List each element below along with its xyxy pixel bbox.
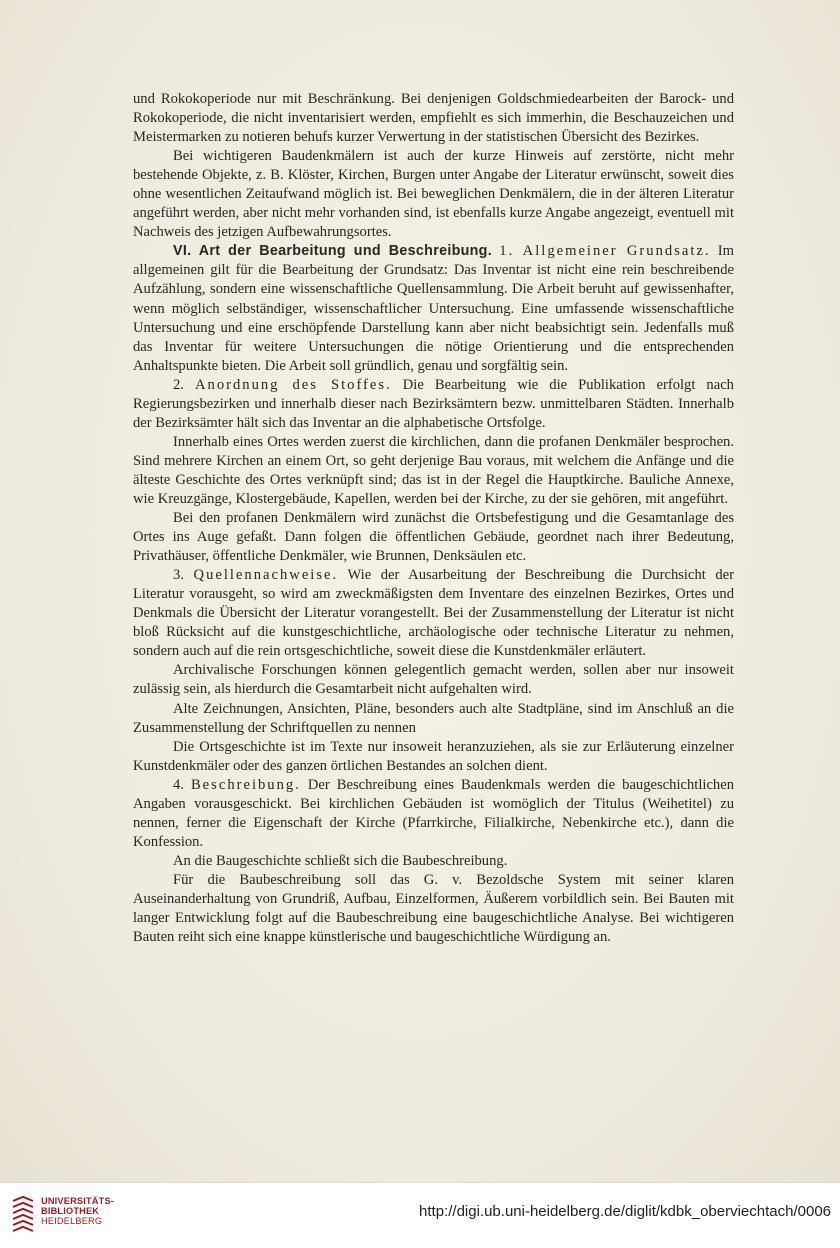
section-vi-intro (133, 242, 734, 375)
page-text-body (133, 90, 734, 947)
library-logo[interactable] (10, 1195, 120, 1237)
subsection-4-paragraph-2: An die Baugeschichte schließt sich die Baubeschreibung. (173, 852, 508, 869)
subsection-2-number: 2. (173, 376, 184, 393)
paragraph-2: Bei wichtigeren Baudenkmälern ist auch der kurze Hinweis auf zerstörte, nicht mehr bestehende Objekte, z. B. Klöster, Kirchen, Burgen unter Angabe der Literatur erwünscht, soweit dies ohne wesentlichen Zeitaufwand möglich ist. Bei beweglichen Denkmälern, die in der älteren Literatur angeführt werden, aber nicht mehr vorhanden sind, ist ebenfalls kurze Angabe angezeigt, eventuell mit Nachweis des jetzigen Aufbewahrungsortes. (133, 148, 734, 241)
subsection-2-label: Anordnung des Stoffes. (194, 376, 392, 393)
subsection-4-label: Beschreibung. (190, 776, 301, 793)
subsection-4-paragraph (133, 776, 734, 852)
subsection-3-text: Wie der Ausarbeitung der Beschreibung die Durchsicht der Literatur vorausgeht, so wird am zweckmäßigsten dem Inventare des einzelnen Bezirkes, Ortes und Denkmals die Übersicht der Literatur vorangestellt. Bei der Zusammenstellung der Literatur ist nicht bloß Rücksicht auf die kunstgeschichtliche, archäologische oder technische Literatur zu nehmen, sondern auch auf die rein ortsgeschichtliche, soweit diese die Kunstdenkmäler erläutert. (133, 567, 734, 660)
section-heading: VI. Art der Bearbeitung und Beschreibung. (173, 243, 492, 260)
viewer-footer (0, 1182, 840, 1248)
permalink-url[interactable]: http://digi.ub.uni-heidelberg.de/diglit/kdbk_oberviechtach/0006 (419, 1203, 831, 1220)
logo-line-2: BIBLIOTHEK (41, 1206, 100, 1216)
subsection-2-text: Die Bearbeitung wie die Publikation erfolgt nach Regierungsbezirken und innerhalb dieser nach Bezirksämtern bezw. unmittelbaren Städten. Innerhalb der Bezirksämter hält sich das Inventar an die alphabetische Ortsfolge. (133, 376, 734, 431)
paragraph-1: und Rokokoperiode nur mit Beschränkung. Bei denjenigen Goldschmiedearbeiten der Barock- und Rokokoperiode, die nicht inventarisiert werden, empfiehlt es sich immerhin, die Beschauzeichen und Meistermarken zu notieren behufs kurzer Verwertung in der statistischen Übersicht des Bezirkes. (133, 91, 734, 146)
subsection-3-label: Quellennachweise. (193, 567, 339, 584)
subsection-3-paragraph-4: Die Ortsgeschichte ist im Texte nur insoweit heranzuziehen, als sie zur Erläuterung einzelner Kunstdenkmäler oder des ganzen örtlichen Bestandes an solchen dient. (133, 738, 734, 774)
subsection-2-paragraph (133, 376, 734, 433)
subsection-1-label: 1. Allgemeiner Grundsatz. (499, 243, 711, 260)
subsection-1-text: Im allgemeinen gilt für die Bearbeitung der Grundsatz: Das Inventar ist nicht eine rein beschreibende Aufzählung, sondern eine wissenschaftliche Quellensammlung. Die Arbeit beruht auf gewissenhafter, wenn möglich selbständiger, wissenschaftlicher Untersuchung. Eine umfassende wissenschaftliche Untersuchung und eine erschöpfende Darstellung kann aber nicht beabsichtigt sein. Jedenfalls muß das Inventar für weitere Untersuchungen die nötige Orientierung und die entsprechenden Anhaltspunkte bieten. Die Arbeit soll gründlich, genau und sorgfältig sein. (133, 243, 734, 374)
subsection-3-paragraph-3: Alte Zeichnungen, Ansichten, Pläne, besonders auch alte Stadtpläne, sind im Anschluß an die Zusammenstellung der Schriftquellen zu nennen (133, 700, 734, 736)
subsection-4-number: 4. (173, 776, 184, 793)
subsection-2-paragraph-3: Bei den profanen Denkmälern wird zunächst die Ortsbefestigung und die Gesamtanlage des Ortes ins Auge gefaßt. Dann folgen die öffentlichen Gebäude, geordnet nach ihrer Bedeutung, Privathäuser, öffentliche Denkmäler, wie Brunnen, Denksäulen etc. (133, 510, 734, 565)
subsection-4-paragraph-3: Für die Baubeschreibung soll das G. v. Bezoldsche System mit seiner klaren Auseinanderhaltung von Grundriß, Aufbau, Einzelformen, Äußerem vorbildlich sein. Bei Bauten mit langer Entwicklung folgt auf die Baubeschreibung eine baugeschichtliche Analyse. Bei wichtigeren Bauten reiht sich eine knappe künstlerische und baugeschichtliche Würdigung an. (133, 871, 734, 946)
subsection-3-number: 3. (173, 567, 184, 584)
subsection-2-paragraph-2: Innerhalb eines Ortes werden zuerst die kirchlichen, dann die profanen Denkmäler besprochen. Sind mehrere Kirchen an einem Ort, so geht derjenige Bau voraus, mit welchem die Anfänge und die älteste Geschichte des Ortes verknüpft sind; das ist in der Regel die Hauptkirche. Bauliche Annexe, wie Kreuzgänge, Klostergebäude, Kapellen, werden bei der Kirche, zu der sie gehören, mit angeführt. (133, 433, 734, 507)
subsection-3-paragraph-2: Archivalische Forschungen können gelegentlich gemacht werden, sollen aber nur insoweit zulässig sein, als hierdurch die Gesamtarbeit nicht aufgehalten wird. (133, 662, 734, 698)
subsection-3-paragraph (133, 566, 734, 661)
library-emblem-icon (10, 1196, 36, 1234)
logo-line-3: HEIDELBERG (41, 1216, 103, 1226)
subsection-4-text: Der Beschreibung eines Baudenkmals werden die baugeschichtlichen Angaben vorausgeschickt. Bei kirchlichen Gebäuden ist womöglich der Titulus (Weihetitel) zu nennen, ferner die Eigenschaft der Kirche (Pfarrkirche, Filialkirche, Nebenkirche etc.), dann die Konfession. (133, 776, 734, 850)
logo-line-1: UNIVERSITÄTS- (41, 1196, 115, 1206)
